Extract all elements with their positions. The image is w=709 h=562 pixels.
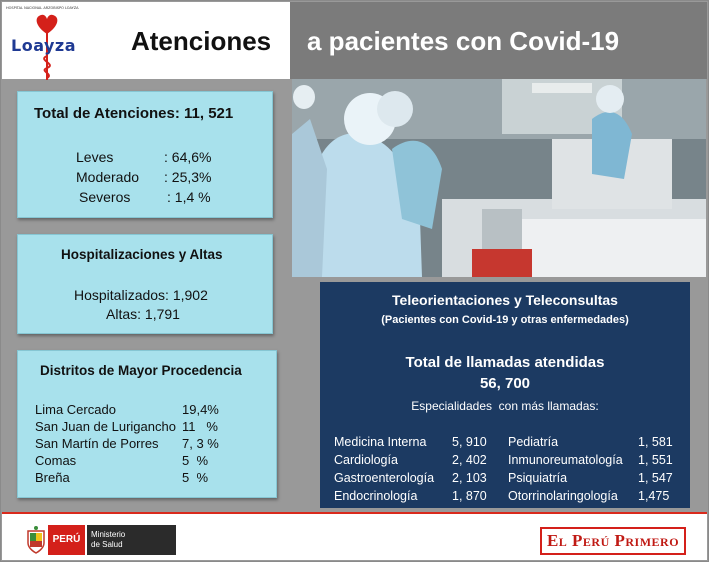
specialty-name: Medicina Interna — [334, 435, 427, 449]
specialty-value: 2, 103 — [452, 471, 487, 485]
hospitalizados-value: Hospitalizados: 1,902 — [74, 287, 208, 303]
calls-value: 56, 700 — [479, 375, 531, 392]
specialty-value: 5, 910 — [452, 435, 487, 449]
tele-title: Teleorientaciones y Teleconsultas — [392, 292, 618, 308]
hospitalizaciones-card — [17, 234, 273, 334]
distritos-title: Distritos de Mayor Procedencia — [40, 363, 242, 378]
specialties-label: Especialidades con más llamadas: — [411, 399, 599, 413]
district-name: Comas — [35, 453, 77, 468]
page-title-part2: a pacientes con Covid-19 — [307, 26, 620, 56]
severity-value: : 64,6% — [164, 149, 212, 165]
district-value: 5 % — [182, 470, 209, 485]
hospital-ward-photo — [292, 79, 706, 277]
el-peru-primero-logo: El Perú Primero — [540, 527, 686, 555]
calls-label: Total de llamadas atendidas — [405, 354, 605, 371]
page-title-part1: Atenciones — [131, 26, 272, 56]
tele-subtitle: (Pacientes con Covid-19 y otras enfermedades) — [381, 314, 629, 326]
hospital-logo — [2, 2, 92, 79]
specialty-name: Gastroenterología — [334, 471, 435, 485]
district-value: 7, 3 % — [182, 436, 219, 451]
severity-value: : 1,4 % — [167, 189, 211, 205]
specialty-name: Otorrinolaringología — [508, 489, 618, 503]
district-value: 19,4% — [182, 402, 219, 417]
specialty-value: 1,475 — [638, 489, 670, 503]
specialty-name: Inmunoreumatología — [508, 453, 623, 467]
district-name: Lima Cercado — [35, 402, 116, 417]
specialty-value: 1, 870 — [452, 489, 487, 503]
severity-label: Moderado — [76, 169, 140, 185]
specialty-name: Psiquiatría — [508, 471, 568, 485]
severity-label: Severos — [79, 189, 131, 205]
ministerio-label — [86, 525, 176, 555]
specialty-name: Endocrinología — [334, 489, 418, 503]
peru-coat-of-arms-icon — [25, 525, 47, 555]
ministerio-line1: Ministerio — [91, 530, 126, 539]
specialty-value: 1, 551 — [638, 453, 673, 467]
ministerio-line2: de Salud — [91, 540, 123, 549]
district-value: 5 % — [182, 453, 209, 468]
specialty-name: Pediatría — [508, 435, 559, 449]
specialty-value: 2, 402 — [452, 453, 487, 467]
distritos-card — [17, 350, 277, 498]
logo-small-text: HOSPITAL NACIONAL ARZOBISPO LOAYZA — [6, 6, 79, 10]
district-value: 11 % — [182, 419, 218, 434]
logo-wordmark: Loayza — [11, 36, 77, 55]
specialty-value: 1, 581 — [638, 435, 673, 449]
severity-value: : 25,3% — [164, 169, 212, 185]
specialty-value: 1, 547 — [638, 471, 673, 485]
severity-label: Leves — [76, 149, 114, 165]
hospitalizaciones-title: Hospitalizaciones y Altas — [61, 247, 223, 262]
district-name: San Martín de Porres — [35, 436, 159, 451]
peru-label: PERÚ — [48, 525, 85, 555]
total-atenciones-title: Total de Atenciones: 11, 521 — [34, 105, 234, 122]
altas-value: Altas: 1,791 — [106, 306, 180, 322]
district-name: San Juan de Lurigancho — [35, 419, 176, 434]
district-name: Breña — [35, 470, 70, 485]
specialty-name: Cardiología — [334, 453, 398, 467]
teleconsultas-card — [320, 282, 690, 508]
total-atenciones-card — [17, 91, 273, 218]
